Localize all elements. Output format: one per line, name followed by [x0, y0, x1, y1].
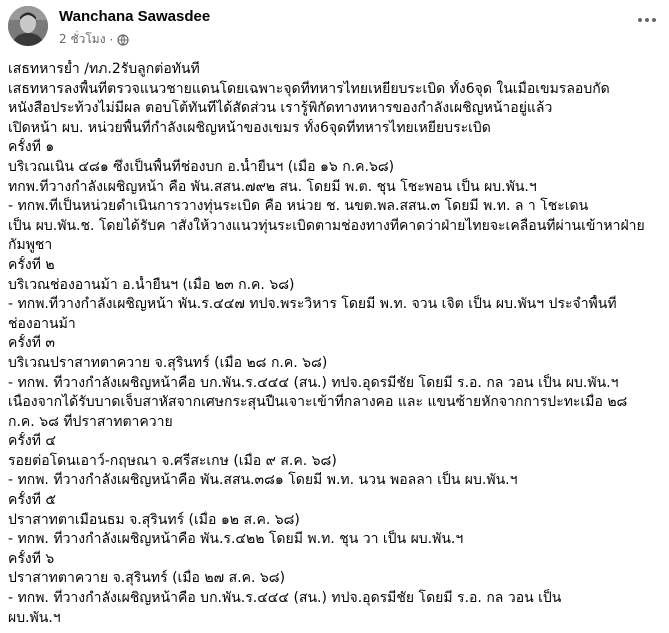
- post-text-line: เสธทหารย้ำ /ทภ.2รับลูกต่อทันที: [8, 61, 200, 77]
- post-text-line: ครั้งที่ ๑: [8, 139, 55, 156]
- post-time[interactable]: 2 ชั่วโมง: [59, 32, 106, 46]
- post-text-line: ครั้งที่ ๕: [8, 492, 56, 509]
- post-text-line: - ทกพ. ที่วางกำลังเผชิญหน้าคือ บก.พัน.ร.๔๔๔ (สน.) ทปจ.อุดรมีชัย โดยมี ร.อ. กล วอน เป็น: [8, 590, 562, 607]
- post-text-line: รอยต่อโดนเอาว์-กฤษณา จ.ศรีสะเกษ (เมื่อ ๙ ส.ค. ๖๘): [8, 452, 337, 469]
- author-name[interactable]: Wanchana Sawasdee: [59, 8, 211, 25]
- post-meta: [59, 30, 129, 49]
- post-text-line: เป็น ผบ.พัน.ช. โดยได้รับค าสั่งให้วางแนวทุ่นระเบิดตามช่องทางที่คาดว่าฝ่ายไทยจะเคลื่อนที่ผ่านเข้าหาฝ่าย: [8, 217, 645, 234]
- more-horizontal-icon: [637, 17, 657, 23]
- post-text-line: ครั้งที่ ๖: [8, 550, 55, 567]
- post-text-line: ครั้งที่ ๓: [8, 335, 55, 352]
- post-text-line: บริเวณช่องอานม้า อ.น้ำยืนฯ (เมื่อ ๒๓ ก.ค. ๖๘): [8, 276, 295, 293]
- post-text-line: ทกพ.ที่วางกำลังเผชิญหน้า คือ พัน.สสน.๗๙๒ สน. โดยมี พ.ต. ชุน โชะพอน เป็น ผบ.พัน.ฯ: [8, 178, 537, 195]
- avatar-image: [8, 6, 48, 46]
- post-text-line: - ทกพ.ที่วางกำลังเผชิญหน้า พัน.ร.๔๔๗ ทปจ.พระวิหาร โดยมี พ.ท. จวน เจิต เป็น ผบ.พันฯ ประจำพื้นที่: [8, 296, 617, 313]
- post-text-line: ช่องอานม้า: [8, 315, 76, 332]
- post-text-line: เสธทหารลงพื้นที่ตรวจแนวชายแดนโดยเฉพาะจุดที่ทหารไทยเหยียบระเบิด ทั้ง6จุด ในเมื่อเขมรลอบกัด: [8, 80, 610, 97]
- post-text-line: กัมพูชา: [8, 237, 53, 254]
- post-text-line: - ทกพ. ที่วางกำลังเผชิญหน้าคือ พัน.ร.๔๒๒ โดยมี พ.ท. ชุน วา เป็น ผบ.พัน.ฯ: [8, 531, 464, 548]
- meta-separator: ·: [109, 32, 114, 47]
- post-text-line: - ทกพ. ที่วางกำลังเผชิญหน้าคือ พัน.สสน.๓๘๑ โดยมี พ.ท. นวน พอลลา เป็น ผบ.พัน.ฯ: [8, 472, 518, 489]
- post-text: [8, 60, 663, 628]
- avatar[interactable]: [8, 6, 48, 46]
- post-text-line: หนังสือประท้วงไม่มีผล ตอบโต้ทันทีได้สัดส่วน เรารู้พิกัดทางทหารของกำลังเผชิญหน้าอยู่แล้ว: [8, 100, 553, 117]
- post-text-line: ผบ.พัน.ฯ: [8, 609, 61, 626]
- post-text-line: ครั้งที่ ๒: [8, 256, 55, 273]
- more-options-button[interactable]: [633, 10, 661, 30]
- post-text-line: - ทกพ.ที่เป็นหน่วยดำเนินการวางทุ่นระเบิด คือ หน่วย ช. นขต.พล.สสน.๓ โดยมี พ.ท. ล า โชะเดน: [8, 198, 589, 215]
- post-text-line: ปราสาทตาควาย จ.สุรินทร์ (เมื่อ ๒๗ ส.ค. ๖๘): [8, 570, 286, 587]
- globe-icon: [117, 34, 129, 46]
- post-header: [8, 6, 661, 50]
- post-text-line: ครั้งที่ ๔: [8, 433, 56, 450]
- post-text-line: เนื่องจากได้รับบาดเจ็บสาหัสจากเศษกระสุนปืนเจาะเข้าที่กลางคอ และ แขนซ้ายหักจากการปะทะเมื่อ ๒๘: [8, 394, 628, 411]
- post-text-line: บริเวณปราสาทตาควาย จ.สุรินทร์ (เมื่อ ๒๘ ก.ค. ๖๘): [8, 354, 328, 371]
- post-text-line: บริเวณเนิน ๔๘๑ ซึ่งเป็นพื้นที่ช่องบก อ.น้ำยืนฯ (เมื่อ ๑๖ ก.ค.๖๘): [8, 158, 395, 175]
- post-text-line: ก.ค. ๖๘ ที่ปราสาทตาควาย: [8, 413, 173, 430]
- post-text-line: เปิดหน้า ผบ. หน่วยพื้นที่กำลังเผชิญหน้าของเขมร ทั้ง6จุดที่ทหารไทยเหยียบระเบิด: [8, 119, 491, 136]
- post-text-line: - ทกพ. ที่วางกำลังเผชิญหน้าคือ บก.พัน.ร.๔๔๔ (สน.) ทปจ.อุดรมีชัย โดยมี ร.อ. กล วอน เป็น ผบ.พัน.ฯ: [8, 374, 619, 391]
- post-text-line: ปราสาทตาเมือนธม จ.สุรินทร์ (เมื่อ ๑๒ ส.ค. ๖๘): [8, 511, 300, 528]
